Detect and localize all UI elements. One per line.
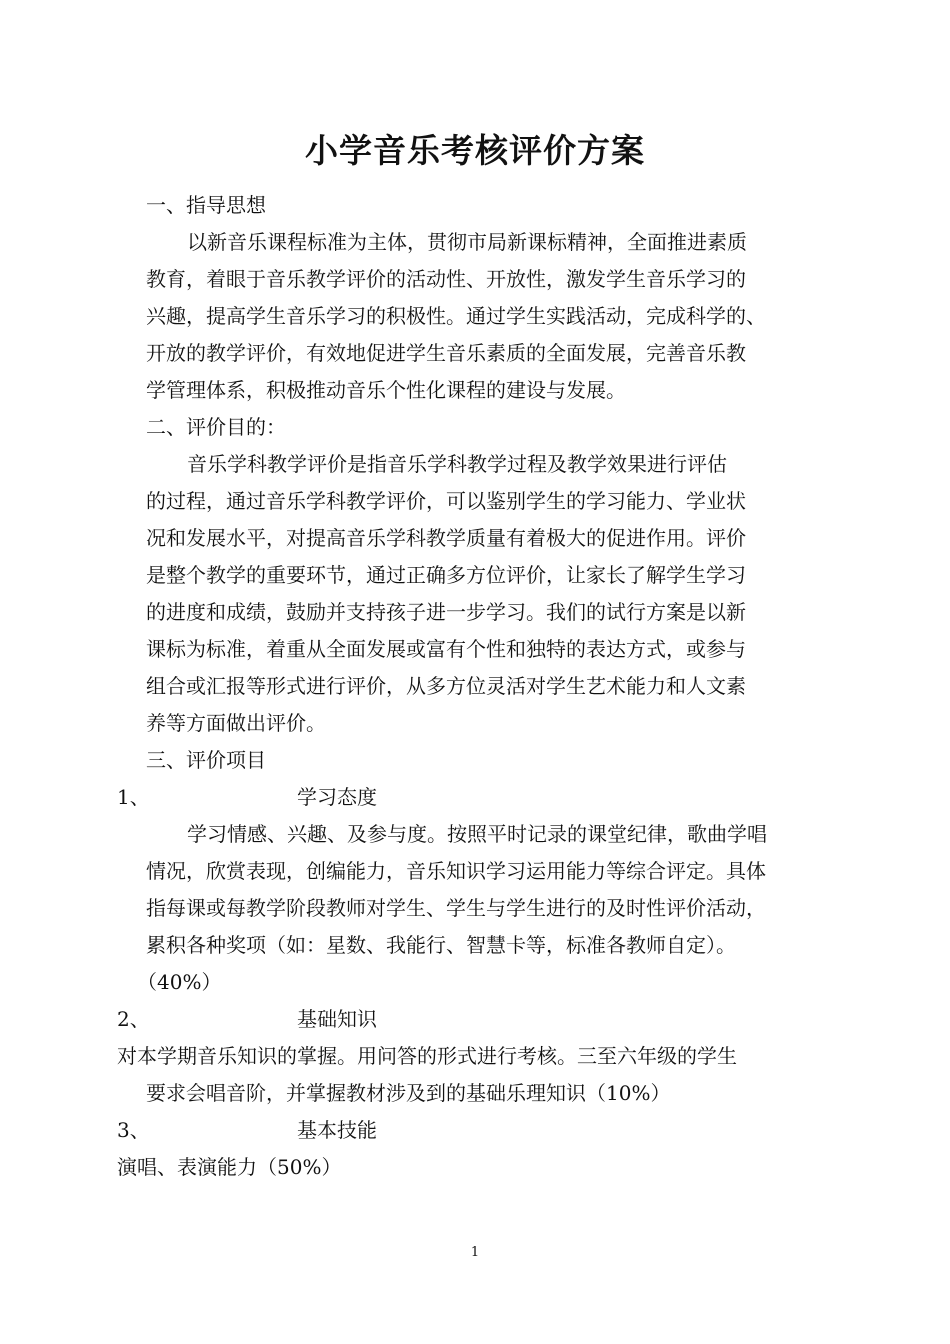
paragraph-line: 学管理体系，积极推动音乐个性化课程的建设与发展。 — [146, 378, 626, 402]
heading-evaluation-purpose: 二、评价目的： — [146, 415, 286, 439]
heading-evaluation-items: 三、评价项目 — [146, 748, 266, 772]
paragraph-line: 音乐学科教学评价是指音乐学科教学过程及教学效果进行评估 — [187, 452, 727, 476]
paragraph-line: 是整个教学的重要环节，通过正确多方位评价，让家长了解学生学习 — [146, 563, 746, 587]
paragraph-line: 养等方面做出评价。 — [146, 711, 326, 735]
paragraph-line: 学习情感、兴趣、及参与度。按照平时记录的课堂纪律，歌曲学唱 — [187, 822, 767, 846]
paragraph-line: 教育，着眼于音乐教学评价的活动性、开放性，激发学生音乐学习的 — [146, 267, 746, 291]
item-heading-learning-attitude: 学习态度 — [297, 785, 377, 809]
item-number-3: 3、 — [117, 1118, 150, 1142]
paragraph-line: 的过程，通过音乐学科教学评价，可以鉴别学生的学习能力、学业状 — [146, 489, 746, 513]
paragraph-line: 组合或汇报等形式进行评价，从多方位灵活对学生艺术能力和人文素 — [146, 674, 746, 698]
paragraph-line: 兴趣，提高学生音乐学习的积极性。通过学生实践活动，完成科学的、 — [146, 304, 766, 328]
item-heading-basic-skills: 基本技能 — [297, 1118, 377, 1142]
paragraph-line: 的进度和成绩，鼓励并支持孩子进一步学习。我们的试行方案是以新 — [146, 600, 746, 624]
paragraph-line: 况和发展水平，对提高音乐学科教学质量有着极大的促进作用。评价 — [146, 526, 746, 550]
paragraph-line: 累积各种奖项（如：星数、我能行、智慧卡等，标准各教师自定）。 — [146, 933, 736, 957]
document-title: 小学音乐考核评价方案 — [305, 131, 645, 170]
page-number: 1 — [470, 1245, 480, 1260]
paragraph-line: 指每课或每教学阶段教师对学生、学生与学生进行的及时性评价活动， — [146, 896, 766, 920]
heading-guiding-thought: 一、指导思想 — [146, 193, 266, 217]
item-number-2: 2、 — [117, 1007, 150, 1031]
item-number-1: 1、 — [117, 785, 150, 809]
paragraph-line: 演唱、表演能力（50%） — [117, 1155, 342, 1179]
paragraph-line: 情况，欣赏表现，创编能力，音乐知识学习运用能力等综合评定。具体 — [146, 859, 766, 883]
paragraph-line: 课标为标准，着重从全面发展或富有个性和独特的表达方式，或参与 — [146, 637, 746, 661]
weight-note: （40%） — [137, 970, 222, 994]
item-heading-basic-knowledge: 基础知识 — [297, 1007, 377, 1031]
paragraph-line: 对本学期音乐知识的掌握。用问答的形式进行考核。三至六年级的学生 — [117, 1044, 737, 1068]
paragraph-line: 开放的教学评价，有效地促进学生音乐素质的全面发展，完善音乐教 — [146, 341, 746, 365]
paragraph-line: 要求会唱音阶，并掌握教材涉及到的基础乐理知识（10%） — [146, 1081, 671, 1105]
paragraph-line: 以新音乐课程标准为主体，贯彻市局新课标精神，全面推进素质 — [187, 230, 747, 254]
